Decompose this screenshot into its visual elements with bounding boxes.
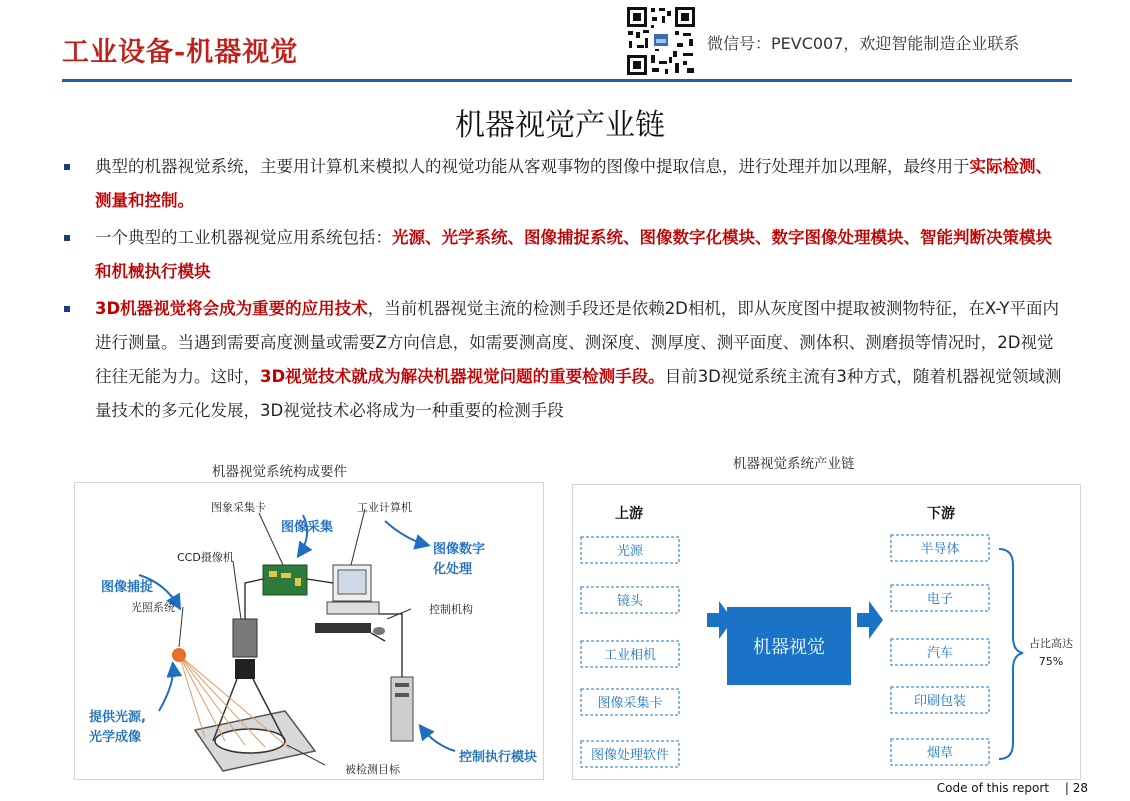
downstream-title: 下游 [927,506,955,522]
bullet-item [62,150,1062,218]
digitize-label-2: 化处理 [433,562,473,577]
bullet-highlight: 实际检测、测量和控制。 [95,157,1052,210]
share-label: 占比高达 [1029,637,1073,650]
bullet-marker [64,164,70,170]
provide-light-label-1: 提供光源, [89,710,146,725]
industry-chain-figure [572,484,1081,780]
bullet-list [62,150,1062,431]
bullet-text: 一个典型的工业机器视觉应用系统包括： [95,228,392,247]
upstream-item: 光源 [616,544,644,559]
keyboard [315,623,371,633]
page-number: | 28 [1064,781,1088,795]
downstream-item: 汽车 [926,646,954,661]
image-capture-label: 图像捕捉 [101,580,154,595]
image-acquisition-label: 图像采集 [281,520,334,535]
digitize-label-1: 图像数字 [433,542,486,557]
mouse [373,627,385,635]
bullet-marker [64,306,70,312]
capture-card-label: 图象采集卡 [211,501,266,514]
vision-system-figure [74,482,544,780]
upstream-item: 图像采集卡 [597,696,663,711]
page-title: 机器视觉产业链 [455,108,665,143]
wechat-contact: 微信号：PEVC007，欢迎智能制造企业联系 [707,34,1020,53]
upstream-item: 工业相机 [603,648,657,663]
downstream-item: 烟草 [926,746,954,761]
share-value: 75% [1038,655,1064,668]
bullet-text: 目前3D视觉系统主流有3种方式，随着机器视觉领域测量技术的多元化发展，3D视觉技术必将成为一种重要的检测手段 [95,367,1062,420]
upstream-item: 图像处理软件 [590,748,670,763]
bullet-text: ，当前机器视觉主流的检测手段还是依赖2D相机，即从灰度图中提取被测物特征，在X-Y平面内进行测量。当遇到需要高度测量或需要Z方向信息，如需要测高度、测深度、测厚度、测平面度、测体积、测磨损等情况时，2D视觉往往无能为力。这时， [95,299,1059,386]
bullet-highlight: 光源、光学系统、图像捕捉系统、图像数字化模块、数字图像处理模块、智能判断决策模块和机械执行模块 [95,228,1052,281]
industry-chain-diagram [573,485,1080,779]
industrial-pc-label: 工业计算机 [357,501,412,514]
upstream-item: 镜头 [616,594,644,609]
left-figure-caption: 机器视觉系统构成要件 [212,464,347,480]
footer-code: Code of this report [936,781,1050,795]
bullet-highlight: 3D视觉技术就成为解决机器视觉问题的重要检测手段。 [260,367,665,386]
upstream-title: 上游 [615,506,643,522]
light-source [172,648,186,662]
target-label: 被检测目标 [345,763,400,776]
control-label: 控制机构 [429,603,473,616]
vision-system-diagram [75,483,543,779]
header-title: 工业设备-机器视觉 [62,37,299,68]
bullet-highlight: 3D机器视觉将会成为重要的应用技术 [95,299,368,318]
camera-lens [235,659,255,679]
bullet-item [62,221,1062,289]
qr-code-icon [625,5,697,77]
provide-light-label-2: 光学成像 [89,730,142,745]
target-object [215,729,285,753]
bullet-item [62,292,1062,428]
bullet-marker [64,235,70,241]
lighting-label: 光照系统 [131,601,175,614]
computer-case [327,602,379,614]
arrow-right-icon [857,601,883,639]
downstream-item: 印刷包装 [913,694,967,709]
downstream-item: 电子 [926,592,954,607]
ccd-camera [233,619,257,657]
actuator-label: 控制执行模块 [459,750,538,765]
downstream-item: 半导体 [920,542,960,557]
right-figure-caption: 机器视觉系统产业链 [733,456,855,472]
header-divider [62,79,1072,82]
brace-icon [999,549,1023,759]
bullet-text: 典型的机器视觉系统，主要用计算机来模拟人的视觉功能从客观事物的图像中提取信息，进行处理并加以理解，最终用于 [95,157,970,176]
ccd-camera-label: CCD摄像机 [177,551,234,564]
center-label: 机器视觉 [753,637,825,658]
footer [937,781,1088,795]
